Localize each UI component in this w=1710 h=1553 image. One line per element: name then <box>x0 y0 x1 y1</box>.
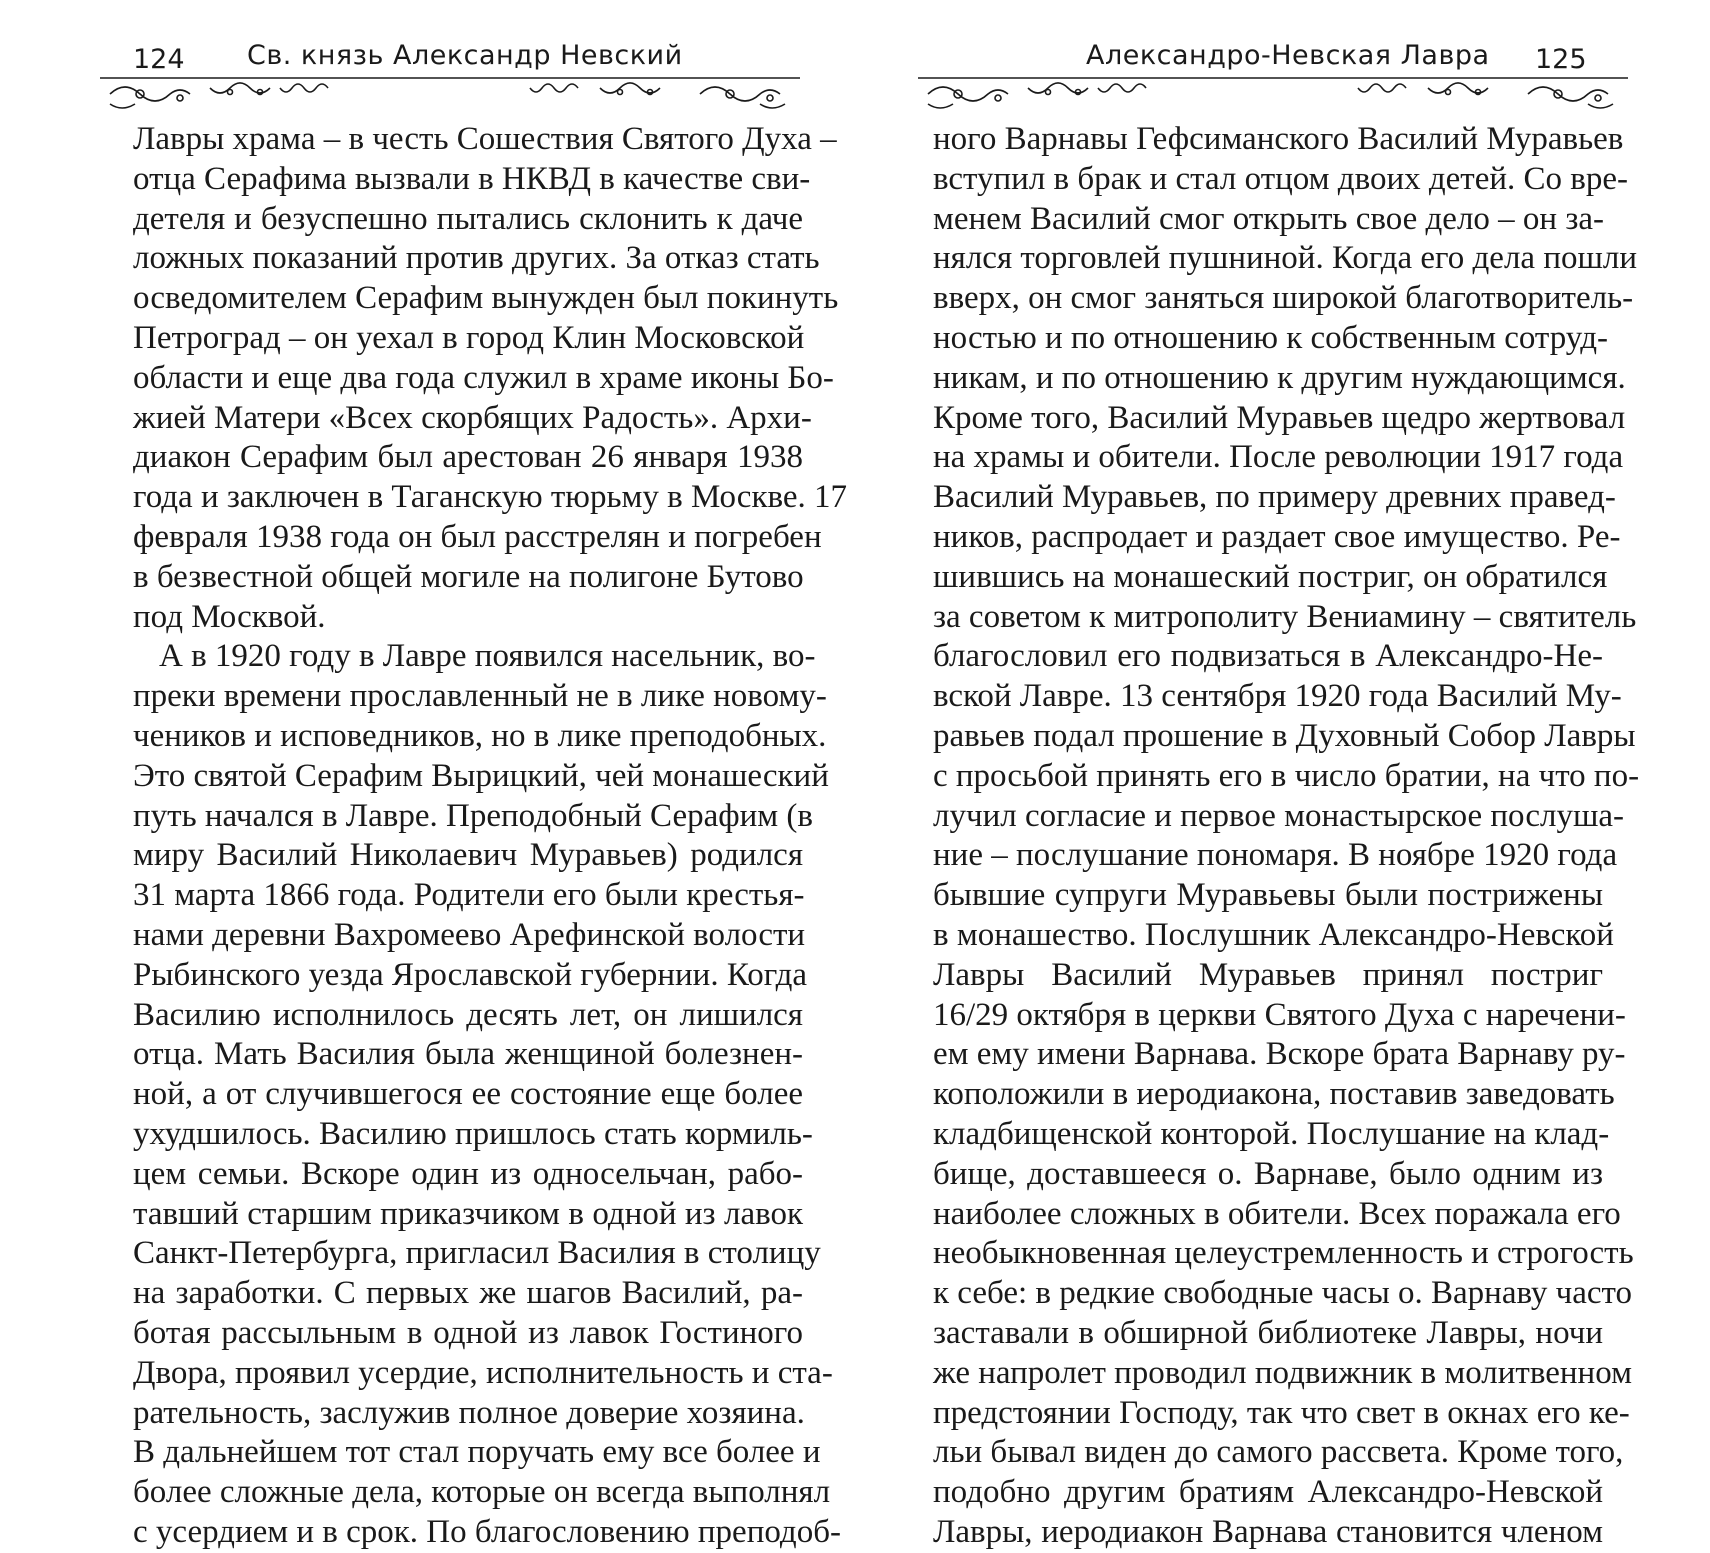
text-line: вской Лавре. 13 сентября 1920 года Василий Му- <box>933 678 1622 715</box>
text-line: в монашество. Послушник Александро-Невской <box>933 916 1614 953</box>
text-line: нялся торговлей пушниной. Когда его дела пошли <box>933 240 1638 277</box>
text-line: кладбищенской конторой. Послушание на клад- <box>933 1115 1610 1152</box>
text-line: преки времени прославленный не в лике новому- <box>133 678 827 715</box>
text-line: вступил в брак и стал отцом двоих детей. Со вре- <box>933 160 1628 197</box>
text-line: подобно другим братиям Александро-Невской <box>933 1474 1603 1511</box>
text-line: Санкт-Петербурга, пригласил Василия в столицу <box>133 1235 821 1272</box>
text-line: миру Василий Николаевич Муравьев) родился <box>133 837 803 874</box>
text-line: ложных показаний против других. За отказ стать <box>133 240 820 277</box>
text-line: заставали в обширной библиотеке Лавры, ночи <box>933 1314 1603 1351</box>
text-line: Лавры Василий Муравьев принял постриг <box>933 956 1603 993</box>
paragraph-first-line: А в 1920 году в Лавре появился насельник, во- <box>159 638 816 675</box>
text-line: с усердием и в срок. По благословению преподоб- <box>133 1513 841 1550</box>
text-line: необыкновенная целеустремленность и строгость <box>933 1235 1634 1272</box>
text-line: Кроме того, Василий Муравьев щедро жертвовал <box>933 399 1626 436</box>
header-ornament <box>918 74 1628 114</box>
text-line: вверх, он смог заняться широкой благотворитель- <box>933 280 1634 317</box>
text-line: Лавры, иеродиакон Варнава становится членом <box>933 1513 1603 1550</box>
text-line: никам, и по отношению к другим нуждающимся. <box>933 359 1626 396</box>
body-text <box>933 120 1640 1553</box>
text-line: равьев подал прошение в Духовный Собор Лавры <box>933 717 1636 754</box>
right-page <box>855 0 1710 1550</box>
text-line: детеля и безуспешно пытались склонить к даче <box>133 200 803 237</box>
text-line: на храмы и обители. После революции 1917 года <box>933 439 1624 476</box>
text-line: ного Варнавы Гефсиманского Василий Муравьев <box>933 121 1624 157</box>
text-line: путь начался в Лавре. Преподобный Серафим (в <box>133 797 813 834</box>
text-line: в безвестной общей могиле на полигоне Бутово <box>133 558 804 595</box>
header-ornament <box>100 74 800 114</box>
text-line: жией Матери «Всех скорбящих Радость». Архи- <box>133 399 812 436</box>
text-line: Василию исполнилось десять лет, он лишился <box>133 996 803 1033</box>
page-number: 125 <box>1535 44 1587 75</box>
text-line: отца. Мать Василия была женщиной болезнен- <box>133 1036 803 1073</box>
text-line: бище, доставшееся о. Варнаве, было одним из <box>933 1155 1603 1192</box>
text-line: более сложные дела, которые он всегда выполнял <box>133 1474 831 1511</box>
text-line: менем Василий смог открыть свое дело – он за- <box>933 200 1604 237</box>
text-line: области и еще два года служил в храме иконы Бо- <box>133 359 834 396</box>
text-line: лучил согласие и первое монастырское послуша- <box>933 797 1625 834</box>
text-line: осведомителем Серафим вынужден был покинуть <box>133 280 839 317</box>
text-line: ников, распродает и раздает свое имущество. Ре- <box>933 518 1621 555</box>
text-line: под Москвой. <box>133 598 326 635</box>
text-line: года и заключен в Таганскую тюрьму в Москве. 17 <box>133 479 848 516</box>
text-line: ние – послушание пономаря. В ноябре 1920 года <box>933 837 1618 874</box>
text-line: февраля 1938 года он был расстрелян и погребен <box>133 518 822 555</box>
text-line: Лавры храма – в честь Сошествия Святого Духа – <box>133 121 837 157</box>
running-head: Св. князь Александр Невский <box>247 40 683 71</box>
text-line: за советом к митрополиту Вениамину – святитель <box>933 598 1637 635</box>
text-line: Рыбинского уезда Ярославской губернии. Когда <box>133 956 808 993</box>
text-line: льи бывал виден до самого рассвета. Кроме того, <box>933 1434 1624 1471</box>
text-line: тавший старшим приказчиком в одной из лавок <box>133 1195 803 1232</box>
text-line: Петроград – он уехал в город Клин Московской <box>133 319 805 356</box>
text-line: благословил его подвизаться в Александро-Не- <box>933 638 1603 675</box>
text-line: чеников и исповедников, но в лике преподобных. <box>133 717 827 754</box>
text-line: Василий Муравьев, по примеру древних правед- <box>933 479 1616 516</box>
text-line: шившись на монашеский постриг, он обратился <box>933 558 1608 595</box>
left-page <box>0 0 855 1550</box>
running-head: Александро-Невская Лавра <box>1086 40 1490 71</box>
text-line: Это святой Серафим Вырицкий, чей монашеский <box>133 757 829 794</box>
text-line: 31 марта 1866 года. Родители его были крестья- <box>133 877 805 914</box>
text-line: на заработки. С первых же шагов Василий, ра- <box>133 1275 803 1312</box>
text-line: ной, а от случившегося ее состояние еще более <box>133 1076 803 1113</box>
text-line: коположили в иеродиакона, поставив заведовать <box>933 1076 1615 1113</box>
text-line: предстоянии Господу, так что свет в окнах его ке- <box>933 1394 1630 1431</box>
text-line: ем ему имени Варнава. Вскоре брата Варнаву ру- <box>933 1036 1626 1073</box>
text-line: диакон Серафим был арестован 26 января 1938 <box>133 439 803 476</box>
text-line: рательность, заслужив полное доверие хозяина. <box>133 1394 805 1431</box>
text-line: же напролет проводил подвижник в молитвенном <box>933 1354 1632 1391</box>
body-text <box>133 120 848 1553</box>
text-line: с просьбой принять его в число братии, на что по- <box>933 757 1640 794</box>
text-line: наиболее сложных в обители. Всех поражала его <box>933 1195 1621 1232</box>
text-line: ностью и по отношению к собственным сотруд- <box>933 319 1609 356</box>
page-number: 124 <box>133 44 185 75</box>
text-line: 16/29 октября в церкви Святого Духа с наречени- <box>933 996 1626 1033</box>
text-line: ботая рассыльным в одной из лавок Гостиного <box>133 1314 803 1351</box>
text-line: нами деревни Вахромеево Арефинской волости <box>133 916 806 953</box>
text-line: Двора, проявил усердие, исполнительность и ста- <box>133 1354 833 1391</box>
text-line: ухудшилось. Василию пришлось стать кормиль- <box>133 1115 813 1152</box>
text-line: отца Серафима вызвали в НКВД в качестве сви- <box>133 160 811 197</box>
text-line: к себе: в редкие свободные часы о. Варнаву часто <box>933 1275 1633 1312</box>
text-line: бывшие супруги Муравьевы были пострижены <box>933 877 1603 914</box>
text-line: цем семьи. Вскоре один из односельчан, рабо- <box>133 1155 803 1192</box>
text-line: В дальнейшем тот стал поручать ему все более и <box>133 1434 821 1471</box>
